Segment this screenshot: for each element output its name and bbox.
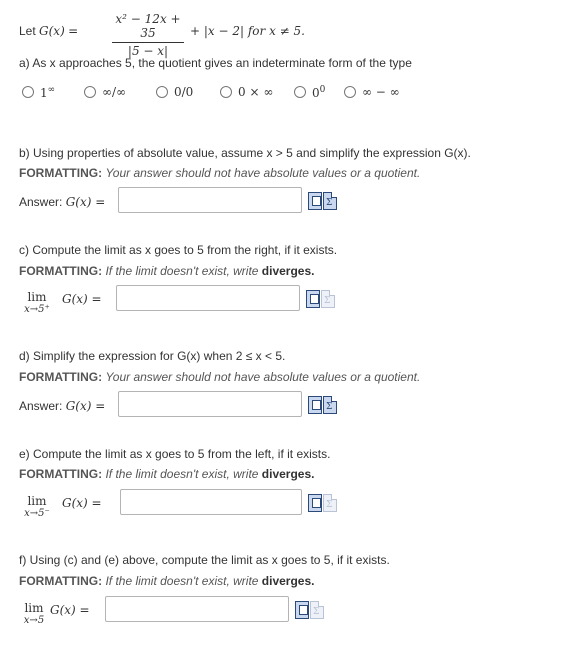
lim-operator: lim — [24, 601, 44, 615]
fraction-denominator: |5 − x| — [127, 44, 169, 58]
lim-subscript: x→5 — [23, 615, 45, 626]
sigma-icon: Σ — [326, 402, 333, 412]
preview-icon[interactable] — [308, 494, 322, 512]
option-label: ∞/∞ — [102, 85, 127, 99]
part-a-prompt: a) As x approaches 5, the quotient gives an indeterminate form of the type — [19, 56, 412, 70]
formatting-key: FORMATTING: — [19, 574, 103, 588]
pen-icon — [310, 294, 319, 304]
part-c-formatting — [19, 264, 315, 278]
pen-icon — [299, 605, 308, 615]
radio-option-5[interactable] — [294, 86, 306, 98]
part-b-prompt: b) Using properties of absolute value, assume x > 5 and simplify the expression G(x). — [19, 146, 471, 160]
equation-editor-icon[interactable] — [323, 396, 337, 414]
equation-editor-icon[interactable] — [323, 192, 337, 210]
preview-icon[interactable] — [295, 601, 309, 619]
part-b-formatting — [19, 166, 420, 180]
radio-option-3[interactable] — [156, 86, 168, 98]
let-text: Let — [19, 24, 36, 38]
lim-expr: G(x) = — [62, 292, 102, 306]
part-e-limit — [22, 494, 52, 519]
answer-label: Answer: — [19, 399, 63, 413]
part-e-answer-input[interactable] — [120, 489, 302, 515]
part-e-prompt: e) Compute the limit as x goes to 5 from the left, if it exists. — [19, 447, 331, 461]
equation-editor-icon[interactable] — [321, 290, 335, 308]
radio-option-2[interactable] — [84, 86, 96, 98]
lim-expr: G(x) = — [62, 496, 102, 510]
lim-operator: lim — [27, 290, 47, 304]
sigma-icon: Σ — [324, 296, 331, 306]
preview-icon[interactable] — [308, 192, 322, 210]
fraction-bar — [112, 42, 184, 43]
equals-sign: = — [68, 24, 79, 38]
part-f-limit — [20, 601, 48, 626]
intro-let — [19, 24, 78, 38]
option-label: 0/0 — [174, 85, 194, 99]
pen-icon — [312, 196, 321, 206]
part-b-answer-label — [19, 195, 105, 209]
formatting-key: FORMATTING: — [19, 264, 103, 278]
answer-label: Answer: — [19, 195, 63, 209]
lim-subscript: x→5⁻ — [24, 508, 50, 519]
part-d-answer-input[interactable] — [118, 391, 302, 417]
formatting-hint: If the limit doesn't exist, write diverges. — [105, 574, 315, 588]
formatting-hint: If the limit doesn't exist, write diverges. — [105, 264, 315, 278]
part-c-limit — [22, 290, 52, 315]
intro-tail: + |x − 2| for x ≠ 5. — [190, 24, 305, 38]
equation-editor-icon[interactable] — [323, 494, 337, 512]
formatting-hint: Your answer should not have absolute values or a quotient. — [105, 166, 421, 180]
formatting-hint: If the limit doesn't exist, write diverges. — [105, 467, 315, 481]
part-b-answer-input[interactable] — [118, 187, 302, 213]
part-c-answer-input[interactable] — [116, 285, 300, 311]
formatting-key: FORMATTING: — [19, 166, 103, 180]
pen-icon — [312, 498, 321, 508]
part-f-answer-input[interactable] — [105, 596, 289, 622]
part-d-prompt: d) Simplify the expression for G(x) when 2 ≤ x < 5. — [19, 349, 286, 363]
equation-editor-icon[interactable] — [310, 601, 324, 619]
part-e-formatting — [19, 467, 315, 481]
intro-fraction — [112, 12, 184, 58]
part-d-answer-label — [19, 399, 105, 413]
lim-subscript: x→5⁺ — [24, 304, 50, 315]
lim-expr: G(x) = — [50, 603, 90, 617]
option-label: ∞ − ∞ — [362, 85, 400, 99]
radio-option-6[interactable] — [344, 86, 356, 98]
part-c-prompt: c) Compute the limit as x goes to 5 from the right, if it exists. — [19, 243, 338, 257]
fraction-numerator: x² − 12x + 35 — [115, 12, 181, 40]
lim-operator: lim — [27, 494, 47, 508]
preview-icon[interactable] — [308, 396, 322, 414]
part-d-formatting — [19, 370, 420, 384]
option-label: $0^0$ — [312, 85, 326, 100]
radio-option-1[interactable] — [22, 86, 34, 98]
option-label: 1∞ — [40, 85, 56, 100]
part-f-prompt: f) Using (c) and (e) above, compute the limit as x goes to 5, if it exists. — [19, 553, 390, 567]
radio-option-4[interactable] — [220, 86, 232, 98]
part-f-formatting — [19, 574, 315, 588]
preview-icon[interactable] — [306, 290, 320, 308]
sigma-icon: Σ — [326, 500, 333, 510]
fn-name: G(x) — [39, 24, 65, 38]
answer-expr: G(x) = — [65, 399, 106, 413]
part-a-options — [22, 84, 442, 100]
formatting-hint: Your answer should not have absolute values or a quotient. — [105, 370, 421, 384]
option-label: 0 × ∞ — [238, 85, 274, 99]
sigma-icon: Σ — [313, 607, 320, 617]
pen-icon — [312, 400, 321, 410]
sigma-icon: Σ — [326, 198, 333, 208]
answer-expr: G(x) = — [65, 195, 106, 209]
formatting-key: FORMATTING: — [19, 370, 103, 384]
formatting-key: FORMATTING: — [19, 467, 103, 481]
